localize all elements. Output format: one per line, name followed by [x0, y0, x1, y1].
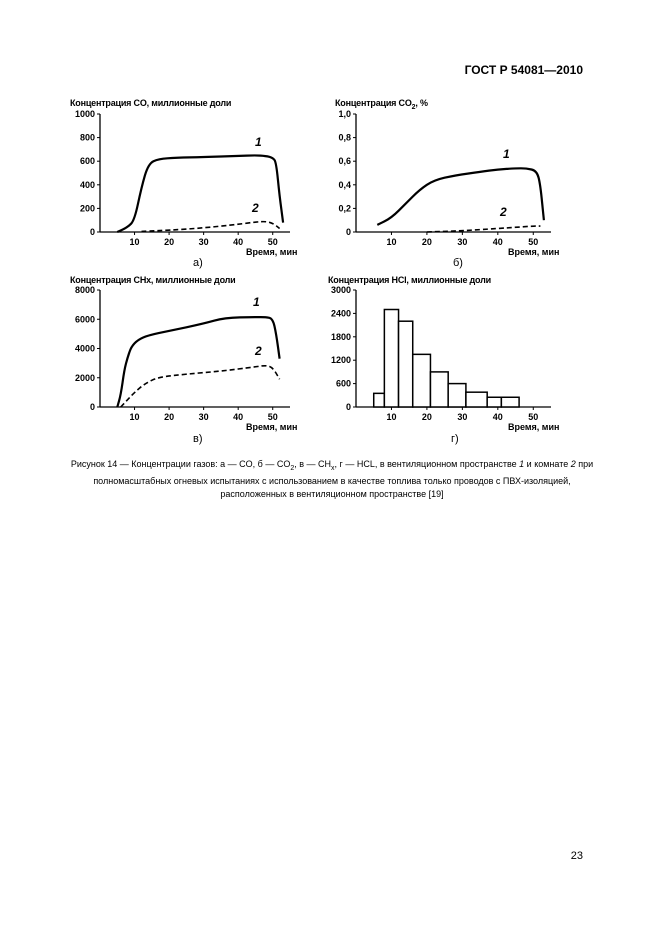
- chart-b-xtick-label: 10: [386, 237, 397, 247]
- chart-d-xtick-label: 40: [492, 412, 503, 422]
- chart-a-xtick-label: 10: [129, 237, 140, 247]
- chart-b-ytick-label: 0: [345, 227, 351, 237]
- chart-d-bar: [487, 397, 501, 407]
- chart-a-panel-label: а): [193, 257, 203, 269]
- chart-c-ytick-label: 8000: [74, 285, 95, 295]
- chart-c-series-2-line: [121, 366, 280, 407]
- chart-d-bar: [501, 397, 519, 407]
- chart-a-xtick-label: 40: [233, 237, 244, 247]
- chart-c-title: Концентрация CHx, миллионные доли: [70, 275, 236, 285]
- caption-mid2: , г — HCL, в вентиляционном пространстве: [334, 459, 520, 469]
- chart-c-xtick-label: 20: [164, 412, 175, 422]
- chart-b-xlabel: Время, мин: [508, 247, 560, 257]
- chart-b-xtick-label: 50: [528, 237, 539, 247]
- caption-mid1: , в — CH: [294, 459, 332, 469]
- chart-a-ytick-label: 400: [79, 179, 95, 190]
- chart-d-ytick-label: 3000: [330, 285, 351, 295]
- chart-c-series-1-label: 1: [253, 295, 260, 309]
- chart-a-series-1-line: [117, 155, 283, 232]
- chart-a-title: Концентрация CO, миллионные доли: [70, 98, 232, 108]
- chart-b-title-tail: , %: [415, 98, 428, 108]
- chart-b-xtick-label: 30: [457, 237, 468, 247]
- chart-b-title-sub: 2: [411, 103, 416, 111]
- chart-b-xtick-label: 20: [421, 237, 432, 247]
- chart-b-ytick-label: 0,4: [338, 179, 351, 190]
- chart-c-xtick-label: 50: [267, 412, 278, 422]
- chart-d-panel-label: г): [451, 433, 459, 445]
- chart-d-ytick-label: 0: [345, 402, 351, 412]
- chart-a-xlabel: Время, мин: [246, 247, 298, 257]
- chart-c-series-2-label: 2: [255, 344, 262, 358]
- chart-b-series-1-line: [377, 168, 544, 225]
- chart-d-bar: [374, 393, 385, 407]
- chart-d-bar: [399, 321, 413, 407]
- chart-c-panel-label: в): [193, 433, 203, 445]
- chart-d-bar: [466, 392, 487, 407]
- chart-c-ytick-label: 0: [89, 402, 95, 412]
- page-number: 23: [570, 850, 583, 862]
- chart-d-xtick-label: 50: [528, 412, 539, 422]
- chart-b-series-2-line: [427, 226, 541, 232]
- chart-d-ytick-label: 2400: [330, 308, 351, 319]
- chart-a-series-2-line: [142, 222, 280, 232]
- figure-caption: [62, 458, 602, 501]
- chart-a-xtick-label: 50: [267, 237, 278, 247]
- chart-b-series-2-label: 2: [500, 205, 507, 219]
- caption-prefix: Рисунок 14 — Концентрации газов: а — CO, б — CO: [70, 459, 291, 469]
- chart-c-xtick-label: 10: [129, 412, 140, 422]
- chart-b-xtick-label: 40: [492, 237, 503, 247]
- chart-b-ytick-label: 1,0: [338, 109, 351, 119]
- chart-b-ytick-label: 0,8: [338, 132, 351, 143]
- caption-sub1: 2: [290, 464, 295, 472]
- chart-c-ytick-label: 2000: [74, 372, 95, 383]
- chart-d-xtick-label: 20: [421, 412, 432, 422]
- chart-d-ytick-label: 1800: [330, 331, 351, 342]
- chart-b-ytick-label: 0,6: [338, 156, 351, 167]
- chart-a-ytick-label: 600: [79, 156, 95, 167]
- chart-c-xtick-label: 30: [198, 412, 209, 422]
- chart-a-xtick-label: 20: [164, 237, 175, 247]
- chart-c-series-1-line: [117, 317, 279, 407]
- chart-d-bar: [413, 354, 431, 407]
- chart-d-ytick-label: 1200: [330, 355, 351, 366]
- chart-c-ytick-label: 4000: [74, 343, 95, 354]
- caption-mid3: и комнате: [524, 459, 571, 469]
- chart-a-series-2-label: 2: [252, 201, 259, 215]
- chart-a-ytick-label: 800: [79, 132, 95, 143]
- chart-a-series-1-label: 1: [255, 135, 262, 149]
- caption-num1: 1: [519, 459, 525, 469]
- chart-d-ytick-label: 600: [335, 378, 351, 389]
- chart-d-xtick-label: 10: [386, 412, 397, 422]
- chart-d-bar: [430, 372, 448, 407]
- chart-d-xtick-label: 30: [457, 412, 468, 422]
- chart-a-ytick-label: 0: [89, 227, 95, 237]
- chart-b-panel-label: б): [453, 257, 463, 269]
- chart-b-title-main: Концентрация CO: [335, 98, 412, 108]
- chart-a-ytick-label: 200: [79, 203, 95, 214]
- chart-c-ytick-label: 6000: [74, 314, 95, 325]
- caption-rest: при полномасштабных огневых испытаниях с использованием в качестве топлива только проводов с ПВХ-изоляцией, расположенных в вентиляционном пространстве [19]: [93, 459, 594, 499]
- chart-d-title: Концентрация HCl, миллионные доли: [328, 275, 491, 285]
- caption-num2: 2: [570, 459, 576, 469]
- chart-d-bar: [448, 384, 466, 407]
- chart-c-xlabel: Время, мин: [246, 422, 298, 432]
- chart-d-bar: [384, 310, 398, 408]
- charts-canvas: [0, 0, 661, 460]
- standard-header: ГОСТ Р 54081—2010: [464, 63, 583, 77]
- chart-c-xtick-label: 40: [233, 412, 244, 422]
- caption-sub2: x: [331, 464, 335, 472]
- chart-b-ytick-label: 0,2: [338, 203, 351, 214]
- chart-a-xtick-label: 30: [198, 237, 209, 247]
- chart-b-series-1-label: 1: [503, 147, 510, 161]
- chart-a-ytick-label: 1000: [74, 109, 95, 119]
- chart-d-xlabel: Время, мин: [508, 422, 560, 432]
